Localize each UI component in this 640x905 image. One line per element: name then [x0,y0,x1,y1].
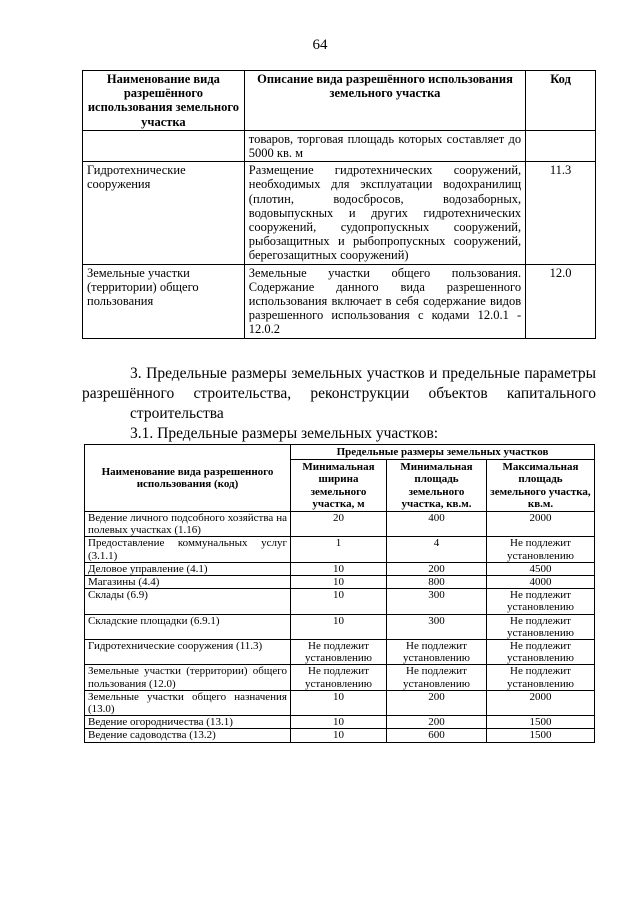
header-max-area: Максимальная площадь земельного участка, кв.м. [487,460,595,512]
row-min-width: 10 [291,729,387,742]
row-land-use: Магазины (4.4) [85,576,291,589]
section-3-heading [82,364,596,424]
row-min-width: 1 [291,537,387,562]
row-name: Гидротехнические сооружения [83,162,245,264]
row-min-area: 200 [387,716,487,729]
row-min-width: Не подлежит установлению [291,665,387,690]
table-row [83,264,596,338]
row-land-use: Ведение садоводства (13.2) [85,729,291,742]
table-row [85,512,595,537]
row-land-use: Ведение огородничества (13.1) [85,716,291,729]
row-land-use: Складские площадки (6.9.1) [85,614,291,639]
table-header-row [85,445,595,460]
row-min-area: 400 [387,512,487,537]
row-name [83,130,245,161]
row-code: 12.0 [526,264,596,338]
header-land-use: Наименование вида разрешенного использования (код) [85,445,291,512]
row-land-use: Склады (6.9) [85,589,291,614]
row-description: Размещение гидротехнических сооружений, необходимых для эксплуатации водохранилищ (плотин, водосбросов, водозаборных, водовыпускных и других гидротехнических сооружений, судопропускных сооружений, рыбозащитных и рыбопропускных сооружений, берегозащитных сооружений) [244,162,525,264]
row-max-area: Не подлежит установлению [487,665,595,690]
row-max-area: 1500 [487,716,595,729]
row-land-use: Гидротехнические сооружения (11.3) [85,640,291,665]
row-min-width: 10 [291,589,387,614]
land-use-description-table [82,70,596,339]
row-land-use: Деловое управление (4.1) [85,562,291,575]
row-max-area: 4000 [487,576,595,589]
header-description: Описание вида разрешённого использования земельного участка [244,71,525,131]
table-row [85,640,595,665]
table-row [85,716,595,729]
row-min-width: 10 [291,690,387,715]
table-row [85,614,595,639]
row-min-width: Не подлежит установлению [291,640,387,665]
row-max-area: Не подлежит установлению [487,537,595,562]
table-row [85,665,595,690]
header-min-width: Минимальная ширина земельного участка, м [291,460,387,512]
row-code [526,130,596,161]
header-code: Код [526,71,596,131]
section-3-line-2: разрешённого строительства, реконструкции объектов капитального [82,385,596,402]
section-3-line-1: 3. Предельные размеры земельных участков и предельные параметры [130,365,596,382]
row-name: Земельные участки (территории) общего пользования [83,264,245,338]
row-min-area: Не подлежит установлению [387,665,487,690]
table-row [83,162,596,264]
table-row [85,576,595,589]
row-min-width: 20 [291,512,387,537]
table-row [85,690,595,715]
row-min-width: 10 [291,562,387,575]
row-description: товаров, торговая площадь которых составляет до 5000 кв. м [244,130,525,161]
page-number: 64 [312,37,328,53]
row-min-area: 200 [387,562,487,575]
row-min-area: 4 [387,537,487,562]
row-land-use: Ведение личного подсобного хозяйства на полевых участках (1.16) [85,512,291,537]
land-plot-size-limits-table [84,444,595,743]
table-header-row [83,71,596,131]
row-max-area: Не подлежит установлению [487,589,595,614]
row-max-area: 1500 [487,729,595,742]
row-min-area: 200 [387,690,487,715]
row-min-area: 300 [387,589,487,614]
table-row [85,589,595,614]
row-max-area: 4500 [487,562,595,575]
section-3-line-3: строительства [130,405,224,422]
row-max-area: 2000 [487,512,595,537]
row-min-width: 10 [291,576,387,589]
row-land-use: Предоставление коммунальных услуг (3.1.1) [85,537,291,562]
table-row [85,537,595,562]
section-3-1-heading: 3.1. Предельные размеры земельных участков: [130,425,439,442]
table-row [85,729,595,742]
row-land-use: Земельные участки (территории) общего пользования (12.0) [85,665,291,690]
row-land-use: Земельные участки общего назначения (13.0) [85,690,291,715]
row-min-area: 800 [387,576,487,589]
header-name: Наименование вида разрешённого использования земельного участка [83,71,245,131]
header-min-area: Минимальная площадь земельного участка, кв.м. [387,460,487,512]
row-min-width: 10 [291,614,387,639]
row-description: Земельные участки общего пользования. Содержание данного вида разрешенного использования включает в себя содержание видов разрешенного использования с кодами 12.0.1 - 12.0.2 [244,264,525,338]
row-min-area: Не подлежит установлению [387,640,487,665]
row-min-area: 600 [387,729,487,742]
header-size-limits: Предельные размеры земельных участков [291,445,595,460]
row-max-area: 2000 [487,690,595,715]
row-max-area: Не подлежит установлению [487,614,595,639]
row-min-width: 10 [291,716,387,729]
row-code: 11.3 [526,162,596,264]
table-row [85,562,595,575]
row-min-area: 300 [387,614,487,639]
row-max-area: Не подлежит установлению [487,640,595,665]
table-row [83,130,596,161]
